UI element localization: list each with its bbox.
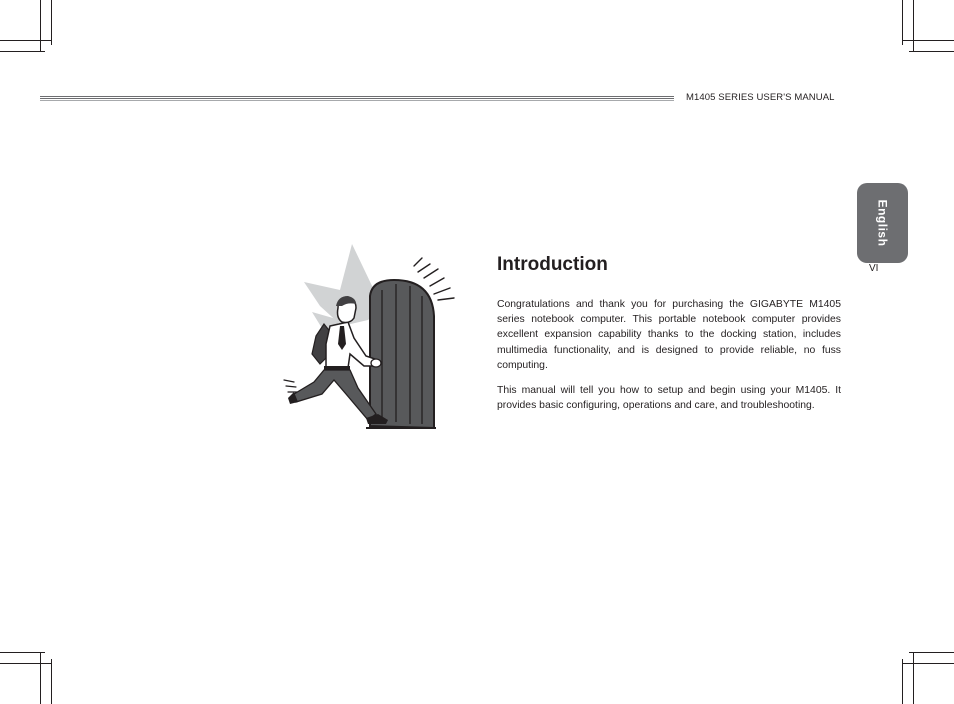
intro-paragraph-2: This manual will tell you how to setup and begin using your M1405. It provides basic configuring, operations and care, and troubleshooting. [497, 385, 841, 412]
crop-mark-bottom-right-vertical [913, 652, 914, 704]
header-title: M1405 SERIES USER'S MANUAL [686, 92, 835, 103]
crop-mark-top-left-horizontal [0, 40, 52, 41]
crop-mark-top-right-vertical [913, 0, 914, 52]
crop-mark-bottom-right-horizontal [902, 663, 954, 664]
header-rule [40, 96, 674, 102]
crop-mark-bottom-left-vertical [40, 652, 41, 704]
crop-mark-bottom-left-horizontal [0, 663, 52, 664]
crop-mark-top-right-horizontal-inner [909, 51, 954, 52]
crop-mark-top-right-horizontal [902, 40, 954, 41]
crop-mark-top-right-vertical-inner [902, 0, 903, 45]
crop-mark-bottom-right-vertical-inner [902, 659, 903, 704]
crop-mark-top-left-vertical [40, 0, 41, 52]
crop-mark-top-left-vertical-inner [51, 0, 52, 45]
language-tab[interactable] [857, 183, 908, 263]
crop-mark-top-left-horizontal-inner [0, 51, 45, 52]
crop-mark-bottom-right-horizontal-inner [909, 652, 954, 653]
intro-paragraph-1: Congratulations and thank you for purchasing the GIGABYTE M1405 series notebook computer. This portable notebook computer provides excellent expansion capability thanks to the docking station, includes multimedia functionality, and is designed to provide reliable, no fuss computing. [497, 299, 841, 371]
man-running-through-door-icon [282, 242, 462, 432]
crop-mark-bottom-left-horizontal-inner [0, 652, 45, 653]
crop-mark-bottom-left-vertical-inner [51, 659, 52, 704]
section-title: Introduction [497, 254, 608, 275]
page-number: VI [869, 263, 879, 274]
language-tab-label: English [875, 199, 890, 247]
